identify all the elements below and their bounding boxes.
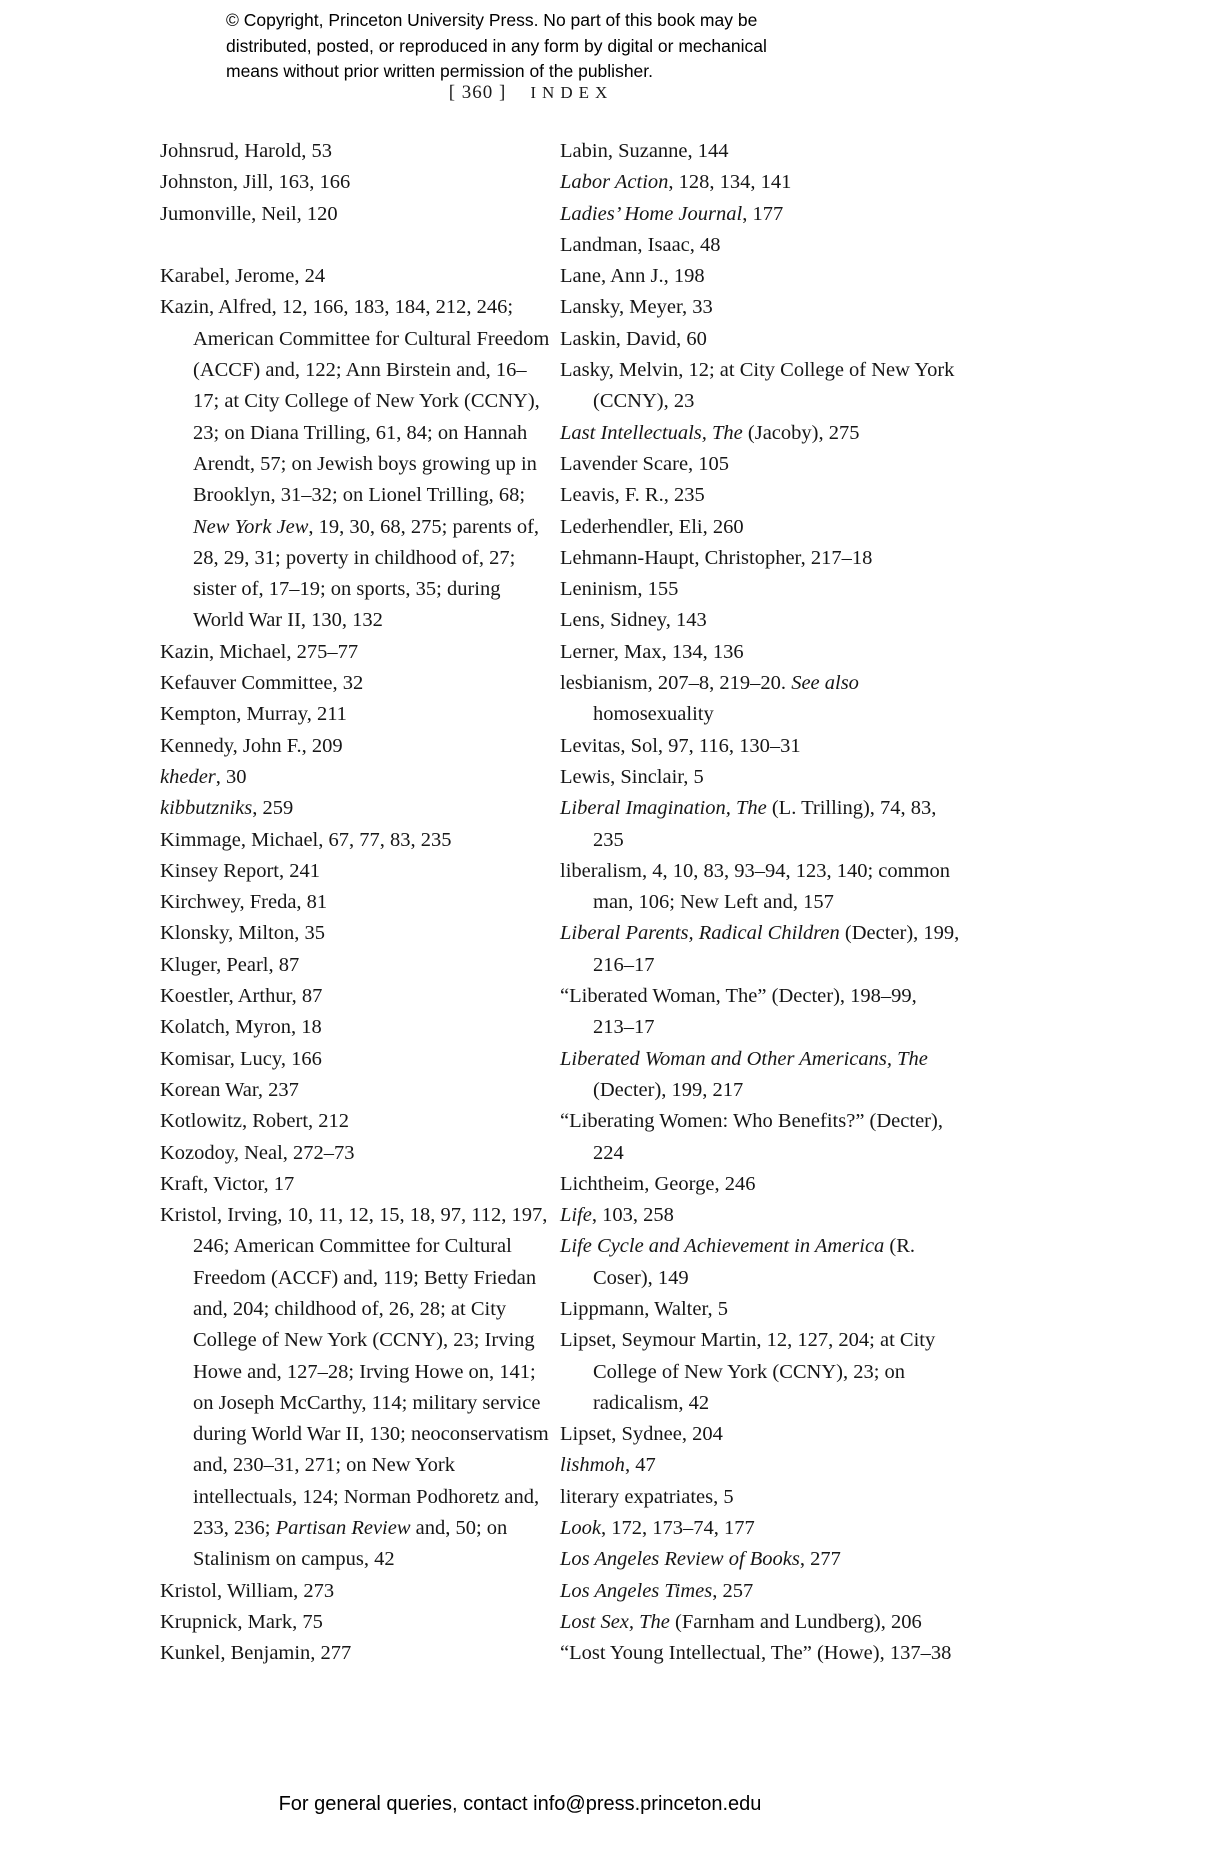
index-entry: Kunkel, Benjamin, 277 (160, 1642, 352, 1665)
index-entry: Liberated Woman and Other Americans, The (Decter), 199, 217 (560, 1047, 928, 1101)
index-entry: Lipset, Sydnee, 204 (560, 1423, 723, 1446)
index-entry: lishmoh, 47 (560, 1454, 656, 1477)
index-entry: Krupnick, Mark, 75 (160, 1610, 323, 1633)
index-entry: lesbianism, 207–8, 219–20. See also homosexuality (560, 672, 859, 726)
index-entry: Levitas, Sol, 97, 116, 130–31 (560, 734, 801, 757)
index-entry: Liberal Imagination, The (L. Trilling), 74, 83, 235 (560, 797, 937, 851)
index-entry: Korean War, 237 (160, 1078, 299, 1101)
index-entry: kheder, 30 (160, 765, 247, 788)
index-entry: Liberal Parents, Radical Children (Decter), 199, 216–17 (560, 922, 960, 976)
index-entry: Kempton, Murray, 211 (160, 703, 347, 726)
index-entry: Lavender Scare, 105 (560, 452, 730, 475)
index-entry: Kazin, Alfred, 12, 166, 183, 184, 212, 246; American Committee for Cultural Freedom (ACCF) and, 122; Ann Birstein and, 16–17; at City College of New York (CCNY), 23; on Diana Trilling, 61, 84; on Hannah Arendt, 57; on Jewish boys growing up in Brooklyn, 31–32; on Lionel Trilling, 68; New York Jew, 19, 30, 68, 275; parents of, 28, 29, 31; poverty in childhood of, 27; sister of, 17–19; on sports, 35; during World War II, 130, 132 (160, 296, 550, 632)
index-entry: Lens, Sidney, 143 (560, 609, 707, 632)
index-body (160, 136, 960, 1670)
index-entry: kibbutzniks, 259 (160, 797, 294, 820)
index-entry: Kraft, Victor, 17 (160, 1172, 295, 1195)
index-entry: Los Angeles Review of Books, 277 (560, 1548, 841, 1571)
copyright-line: distributed, posted, or reproduced in any form by digital or mechanical (226, 35, 767, 56)
index-entry: Komisar, Lucy, 166 (160, 1047, 322, 1070)
index-entry: Kotlowitz, Robert, 212 (160, 1110, 350, 1133)
index-entry: “Lost Young Intellectual, The” (Howe), 137–38 (560, 1642, 952, 1665)
index-entry: Lane, Ann J., 198 (560, 265, 705, 288)
index-entry: Leavis, F. R., 235 (560, 484, 705, 507)
page-header (0, 82, 1062, 104)
index-entry: “Liberating Women: Who Benefits?” (Decter), 224 (560, 1110, 943, 1164)
index-entry: Laskin, David, 60 (560, 327, 707, 350)
index-entry: Los Angeles Times, 257 (560, 1579, 754, 1602)
index-entry: Kinsey Report, 241 (160, 859, 320, 882)
index-entry: Kristol, William, 273 (160, 1579, 335, 1602)
index-title: INDEX (530, 83, 614, 102)
footer-queries: For general queries, contact info@press.princeton.edu (278, 1793, 762, 1815)
index-entry: Kozodoy, Neal, 272–73 (160, 1141, 355, 1164)
index-entry: liberalism, 4, 10, 83, 93–94, 123, 140; common man, 106; New Left and, 157 (560, 859, 951, 914)
index-entry: Kennedy, John F., 209 (160, 734, 343, 757)
index-entry: Lippmann, Walter, 5 (560, 1297, 728, 1320)
index-entry: Lost Sex, The (Farnham and Lundberg), 206 (560, 1610, 922, 1633)
index-entry: Lederhendler, Eli, 260 (560, 515, 744, 538)
index-entry: Labor Action, 128, 134, 141 (560, 171, 792, 194)
index-entry: Kazin, Michael, 275–77 (160, 640, 359, 663)
copyright-line: means without prior written permission of the publisher. (226, 61, 654, 81)
index-entry: Lichtheim, George, 246 (560, 1172, 756, 1195)
index-entry: Johnston, Jill, 163, 166 (160, 171, 351, 194)
index-entry: Look, 172, 173–74, 177 (560, 1517, 755, 1540)
index-entry: Lewis, Sinclair, 5 (560, 765, 704, 788)
index-entry: Last Intellectuals, The (Jacoby), 275 (560, 421, 860, 444)
copyright-notice (226, 8, 767, 85)
index-entry: Lehmann-Haupt, Christopher, 217–18 (560, 546, 873, 569)
index-column-right (560, 136, 960, 1670)
index-entry: Koestler, Arthur, 87 (160, 985, 323, 1008)
index-entry: Kimmage, Michael, 67, 77, 83, 235 (160, 828, 452, 851)
index-entry: literary expatriates, 5 (560, 1485, 734, 1508)
index-entry: Kolatch, Myron, 18 (160, 1016, 322, 1039)
index-entry: Landman, Isaac, 48 (560, 233, 721, 256)
page-number: [ 360 ] (448, 82, 507, 103)
index-entry: Labin, Suzanne, 144 (560, 140, 729, 162)
index-entry: Leninism, 155 (560, 578, 679, 601)
copyright-line: © Copyright, Princeton University Press. No part of this book may be (226, 10, 758, 30)
index-entry: “Liberated Woman, The” (Decter), 198–99, 213–17 (560, 985, 917, 1039)
index-entry: Klonsky, Milton, 35 (160, 922, 325, 945)
index-entry: Jumonville, Neil, 120 (160, 202, 338, 225)
index-entry: Kristol, Irving, 10, 11, 12, 15, 18, 97, 112, 197, 246; American Committee for Cultural Freedom (ACCF) and, 119; Betty Friedan and, 204; childhood of, 26, 28; at City College of New York (CCNY), 23; Irving Howe and, 127–28; Irving Howe on, 141; on Joseph McCarthy, 114; military service during World War II, 130; neoconservatism and, 230–31, 271; on New York intellectuals, 124; Norman Podhoretz and, 233, 236; Partisan Review and, 50; on Stalinism on campus, 42 (160, 1204, 549, 1571)
index-entry: Lipset, Seymour Martin, 12, 127, 204; at City College of New York (CCNY), 23; on radicalism, 42 (560, 1329, 936, 1414)
index-entry: Kefauver Committee, 32 (160, 672, 364, 695)
index-entry: Karabel, Jerome, 24 (160, 265, 326, 288)
index-entry: Lansky, Meyer, 33 (560, 296, 713, 319)
index-entry: Kirchwey, Freda, 81 (160, 891, 328, 914)
index-entry: Johnsrud, Harold, 53 (160, 140, 332, 162)
index-column-left (160, 136, 552, 1670)
index-entry: Life, 103, 258 (560, 1204, 674, 1227)
index-entry: Life Cycle and Achievement in America (R. Coser), 149 (560, 1235, 916, 1289)
index-entry: Lasky, Melvin, 12; at City College of New York (CCNY), 23 (560, 359, 955, 413)
index-entry: Ladies’ Home Journal, 177 (560, 202, 784, 225)
index-entry: Kluger, Pearl, 87 (160, 953, 300, 976)
index-entry: Lerner, Max, 134, 136 (560, 640, 744, 663)
